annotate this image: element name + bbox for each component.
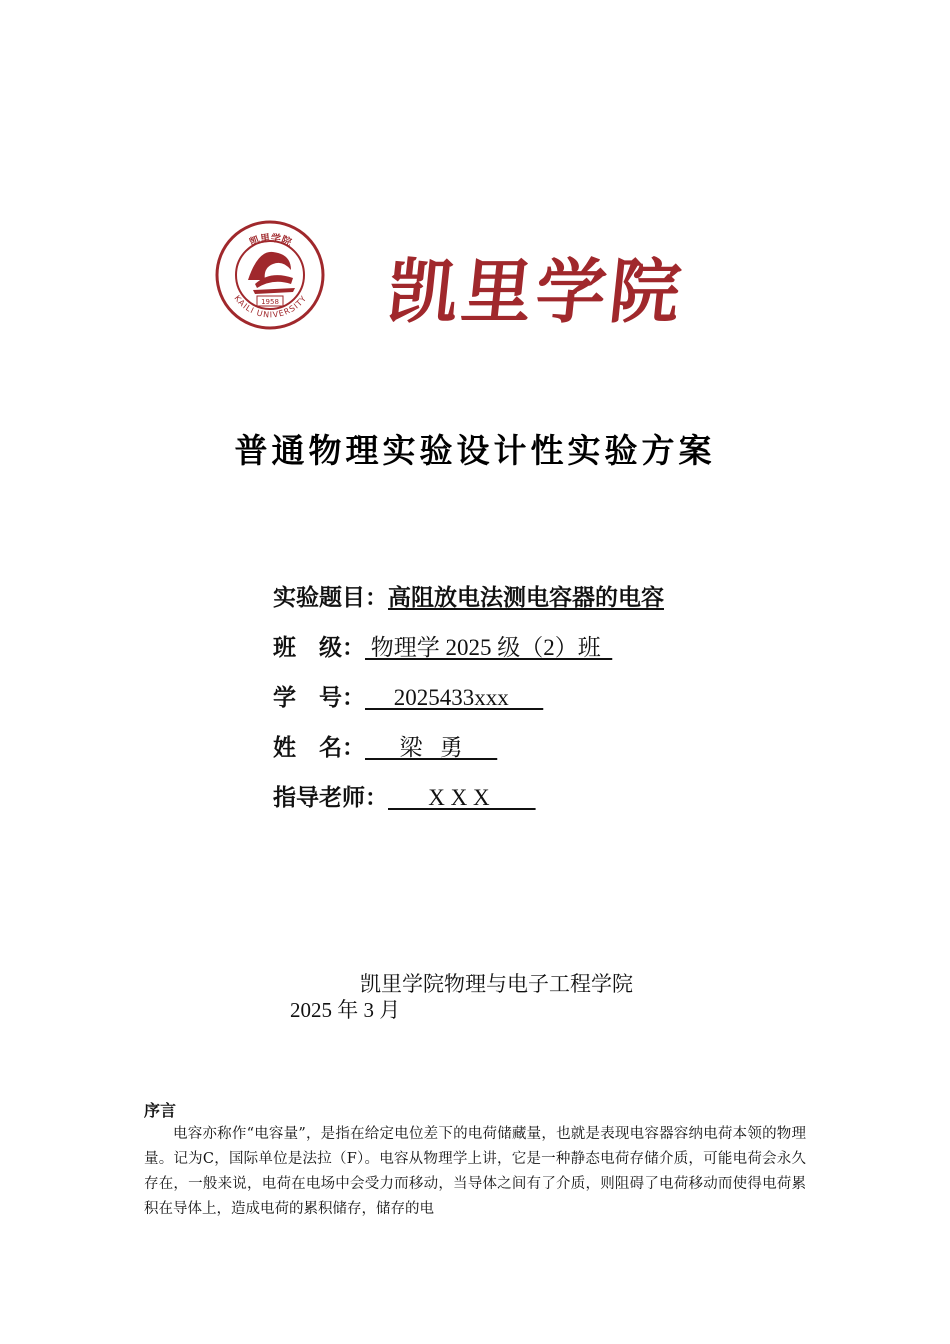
info-block [273,580,664,830]
advisor-row [273,780,664,830]
seal-top-text: 凯里学院 [248,233,293,249]
class-label: 班 级： [273,635,365,661]
university-seal-icon [213,220,328,330]
student-id-value: 2025433xxx [365,685,544,710]
class-row [273,630,664,680]
advisor-value: X X X [388,785,536,810]
name-row [273,730,664,780]
preface-body: 电容亦称作“电容量”，是指在给定电位差下的电荷储藏量，也就是表现电容器容纳电荷本领的物理量。记为C，国际单位是法拉（F）。电容从物理学上讲，它是一种静态电荷存储介质，可能电荷会永久存在，一般来说，电荷在电场中会受力而移动，当导体之间有了介质，则阻碍了电荷移动而使得电荷累积在导体上，造成电荷的累积储存，储存的电 [144,1126,806,1217]
university-name-logo: 凯里学院 [383,250,689,333]
student-id-row [273,680,664,730]
topic-row [273,580,664,630]
name-value: 梁 勇 [365,735,498,760]
seal-year: 1958 [261,298,279,306]
page-title: 普通物理实验设计性实验方案 [234,431,716,470]
topic-value: 高阻放电法测电容器的电容 [388,585,664,611]
seal-bottom-text: KAILI UNIVERSITY [232,293,309,320]
svg-text:凯里学院 [248,231,294,249]
date: 2025 年 3 月 [290,998,401,1022]
student-id-label: 学 号： [273,685,365,711]
topic-label: 实验题目： [273,585,388,611]
advisor-label: 指导老师： [273,785,388,811]
class-value: 物理学 2025 级（2）班 [365,635,613,660]
institute-name: 凯里学院物理与电子工程学院 [360,972,633,996]
name-label: 姓 名： [273,735,365,761]
preface-heading: 序言 [144,1101,177,1120]
